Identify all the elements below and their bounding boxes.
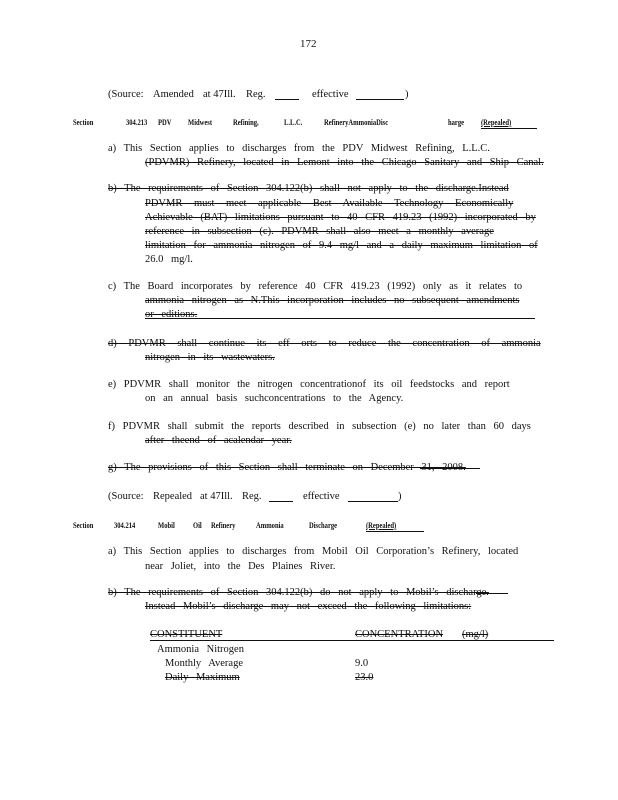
strike-rule [145, 318, 535, 319]
source-close: ) [398, 491, 402, 502]
section-name-word: RefineryAmmoniaDisc [324, 118, 389, 127]
source-open: (Source: [108, 89, 144, 100]
source-word: effective [312, 89, 349, 100]
source-word: Repealed [153, 491, 193, 502]
text-line-struck: b) The requirements of Section 304.122(b) shall not apply to the discharge.Instead [108, 183, 509, 194]
section-status: (Repealed) [366, 521, 397, 530]
page-number: 172 [300, 38, 317, 50]
source-word: at 47Ill. [203, 89, 236, 100]
text-line: 26.0 mg/l. [145, 254, 193, 265]
source-close: ) [405, 89, 409, 100]
text-line-struck: or editions. [145, 309, 198, 320]
table-header-rule [150, 640, 554, 641]
section-name-word: Ammonia [256, 521, 284, 530]
strike-rule [476, 593, 508, 594]
text-line: a) This Section applies to discharges from Mobil Oil Corporation’s Refinery, located [108, 546, 519, 557]
section-number: 304.214 [114, 521, 136, 530]
section-name-word: Midwest [188, 118, 213, 127]
text-line: a) This Section applies to discharges from the PDV Midwest Refining, L.L.C. [108, 143, 490, 154]
blank-line [275, 90, 299, 100]
section-name-word: Oil [193, 521, 202, 530]
text-line-struck: limitation for ammonia nitrogen of 9.4 mg/l and a daily maximum limitation of [145, 240, 538, 251]
text-line: near Joliet, into the Des Plaines River. [145, 561, 336, 572]
section-name-word: harge [448, 118, 465, 127]
table-header-constituent: CONSTITUENT [150, 629, 223, 640]
heading-rule [366, 531, 424, 532]
text-line: c) The Board incorporates by reference 40 CFR 419.23 (1992) only as it relates to [108, 281, 523, 292]
section-status: (Repealed) [481, 118, 512, 127]
text-line-struck: g) The provisions of this Section shall terminate on December 31, 2008. [108, 462, 466, 473]
table-row-value: 23.0 [355, 672, 374, 683]
blank-line [269, 492, 293, 502]
text-line-struck: d) PDVMR shall continue its eff orts to reduce the concentration of ammonia [108, 338, 541, 349]
section-name-word: L.L.C. [284, 118, 303, 127]
source-word: effective [303, 491, 340, 502]
text-line-struck: ammonia nitrogen as N.This incorporation includes no subsequent amendments [145, 295, 520, 306]
text-line-struck: (PDVMR) Refinery, located in Lemont into the Chicago Sanitary and Ship Canal. [145, 157, 544, 168]
blank-line [348, 492, 398, 502]
section-number: 304.213 [126, 118, 148, 127]
table-row-label: Daily Maximum [165, 672, 240, 683]
heading-rule [481, 128, 537, 129]
table-header-concentration: CONCENTRATION [355, 629, 444, 640]
text-line-struck: nitrogen in its wastewaters. [145, 352, 275, 363]
source-open: (Source: [108, 491, 144, 502]
table-row-group: Ammonia Nitrogen [157, 644, 244, 655]
text-line-struck: reference in subsection (c). PDVMR shall also meet a monthly average [145, 226, 494, 237]
source-word: Reg. [242, 491, 262, 502]
section-name-word: Mobil [158, 521, 175, 530]
text-line: e) PDVMR shall monitor the nitrogen concentrationof its oil feedstocks and report [108, 379, 510, 390]
text-line-struck: after theend of acalendar year. [145, 435, 292, 446]
section-label: Section [73, 521, 94, 530]
text-line-struck: Instead Mobil’s discharge may not exceed the following limitations: [145, 601, 472, 612]
source-word: Amended [153, 89, 194, 100]
table-row-label: Monthly Average [165, 658, 243, 669]
text-line-struck: Achievable (BAT) limitations pursuant to 40 CFR 419.23 (1992) incorporated by [145, 212, 536, 223]
section-label: Section [73, 118, 94, 127]
strike-rule [420, 468, 480, 469]
section-name-word: Refining, [233, 118, 259, 127]
source-word: at 47Ill. [200, 491, 233, 502]
blank-line [356, 90, 404, 100]
text-line: on an annual basis suchconcentrations to the Agency. [145, 393, 404, 404]
section-name-word: Refinery [211, 521, 236, 530]
section-name-word: Discharge [309, 521, 338, 530]
table-header-unit: (mg/l) [462, 629, 489, 640]
text-line: f) PDVMR shall submit the reports described in subsection (e) no later than 60 days [108, 421, 531, 432]
text-line-struck: b) The requirements of Section 304.122(b) do not apply to Mobil’s discharge. [108, 587, 489, 598]
text-line-struck: PDVMR must meet applicable Best Available Technology Economically [145, 198, 514, 209]
section-name-word: PDV [158, 118, 172, 127]
source-word: Reg. [246, 89, 266, 100]
table-row-value: 9.0 [355, 658, 369, 669]
